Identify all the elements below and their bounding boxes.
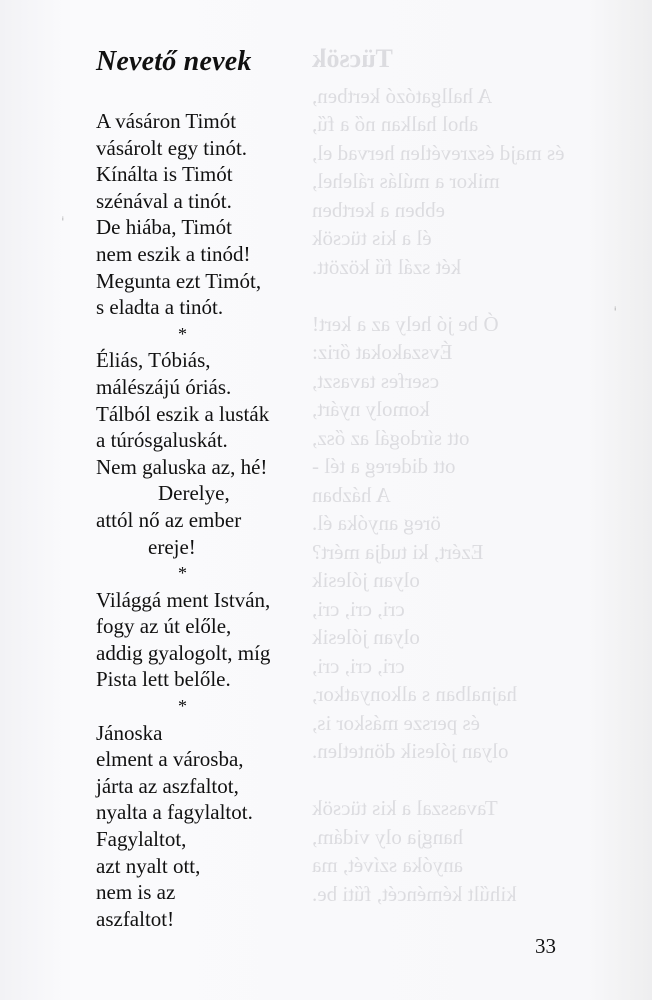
bleed-through-line: ahol halkan nő a fű, (312, 112, 479, 136)
poem-line: A vásáron Timót (96, 109, 237, 133)
bleed-through-line: Tavasszal a kis tücsök (312, 796, 498, 820)
poem-line: Nem galuska az, hé! (96, 454, 268, 479)
poem-line: azt nyalt ott, (96, 853, 201, 878)
bleed-through-line: olyan jólesik (312, 625, 420, 649)
bleed-through-line: komoly nyárt, (312, 397, 430, 421)
bleed-through-line: ott didereg a tél - (312, 454, 456, 478)
bleed-through-line: és majd észrevétlen hervad el, (312, 140, 565, 165)
bleed-through-line: ott sírdogál az ősz, (312, 425, 470, 450)
bleed-through-line: Ó be jó hely az a kert! (312, 311, 499, 336)
margin-mark-icon: ⁱ (614, 306, 616, 317)
stanza-4 (96, 720, 270, 933)
poem-line: Jánoska (96, 720, 163, 745)
bleed-through-line: A házban (312, 482, 391, 507)
poem-line: Derelye, (158, 481, 230, 506)
bleed-through-line: cri, cri, cri, (312, 653, 405, 678)
poem-line: nem is az (96, 880, 176, 905)
bleed-through-line: cserfes tavaszt, (312, 368, 440, 393)
poem-line: málészájú óriás. (96, 374, 232, 399)
poem-line: addig gyalogolt, míg (96, 640, 271, 665)
bleed-through-line: két szál fű között. (312, 254, 462, 279)
bleed-through-line (312, 281, 612, 310)
bleed-through-line: A hallgatózó kertben, (312, 83, 493, 108)
page-number: 33 (535, 934, 556, 958)
poem-line: s eladta a tinót. (96, 295, 224, 320)
bleed-through-text (312, 45, 612, 908)
bleed-through-line: Ezért, ki tudja mért? (312, 539, 484, 564)
poem-line: Kínálta is Timót (96, 162, 233, 187)
bleed-through-line: hangja oly vidám, (312, 824, 464, 849)
poem-line: aszfaltot! (96, 906, 175, 931)
bleed-through-line: kihűlt kéméncét, fűti be. (312, 881, 517, 906)
poem-line: De hiába, Timót (96, 215, 232, 240)
bleed-through-line: olyan jólesik (312, 568, 420, 592)
poem-line: ereje! (148, 534, 196, 559)
bleed-through-title: Tücsök (312, 44, 393, 73)
poem-line: járta az aszfaltot, (96, 773, 239, 798)
bleed-through-line: anyóka szívét, ma (312, 853, 464, 877)
poem-body (96, 108, 270, 932)
bleed-through-line: ebben a kertben (312, 197, 445, 222)
stanza-separator: * (178, 696, 187, 717)
stanza-separator: * (178, 323, 187, 344)
stanza-1 (96, 108, 270, 321)
poem-line: Világgá ment István, (96, 587, 271, 612)
poem-line: vásárolt egy tinót. (96, 135, 248, 160)
bleed-through-line: öreg anyóka él. (312, 511, 441, 535)
stanza-2 (96, 347, 270, 560)
poem-line: Fagylaltot, (96, 827, 187, 852)
bleed-through-line (312, 766, 612, 795)
poem-line: fogy az út előle, (96, 614, 232, 639)
margin-mark-icon: ⁱ (62, 216, 64, 227)
bleed-through-line: él a kis tücsök (312, 226, 432, 250)
stanza-separator: * (178, 563, 187, 584)
poem-line: nem eszik a tinód! (96, 241, 251, 266)
poem-line: Éliás, Tóbiás, (96, 348, 211, 373)
bleed-through-line: cri, cri, cri, (312, 596, 405, 621)
poem-line: szénával a tinót. (96, 188, 232, 213)
bleed-through-line: olyan jólesik döntetlen. (312, 739, 509, 763)
bleed-through-line: mikor a múlás rálehel, (312, 169, 500, 193)
poem-line: attól nő az ember (96, 507, 242, 532)
bleed-through-line: Évszakokat őriz: (312, 340, 453, 364)
poem-line: Megunta ezt Timót, (96, 268, 262, 293)
poem-title: Nevető nevek (96, 46, 252, 77)
bleed-through-line: hajnalban s alkonyatkor, (312, 682, 518, 706)
poem-line: nyalta a fagylaltot. (96, 800, 253, 825)
poem-line: Pista lett belőle. (96, 667, 231, 692)
poem-line: Tálból eszik a lusták (96, 401, 270, 426)
poem-line: elment a városba, (96, 747, 244, 772)
bleed-through-lines (312, 82, 612, 909)
poem-line: a túrósgaluskát. (96, 428, 228, 453)
bleed-through-line: és persze máskor is, (312, 710, 480, 735)
stanza-3 (96, 587, 270, 693)
